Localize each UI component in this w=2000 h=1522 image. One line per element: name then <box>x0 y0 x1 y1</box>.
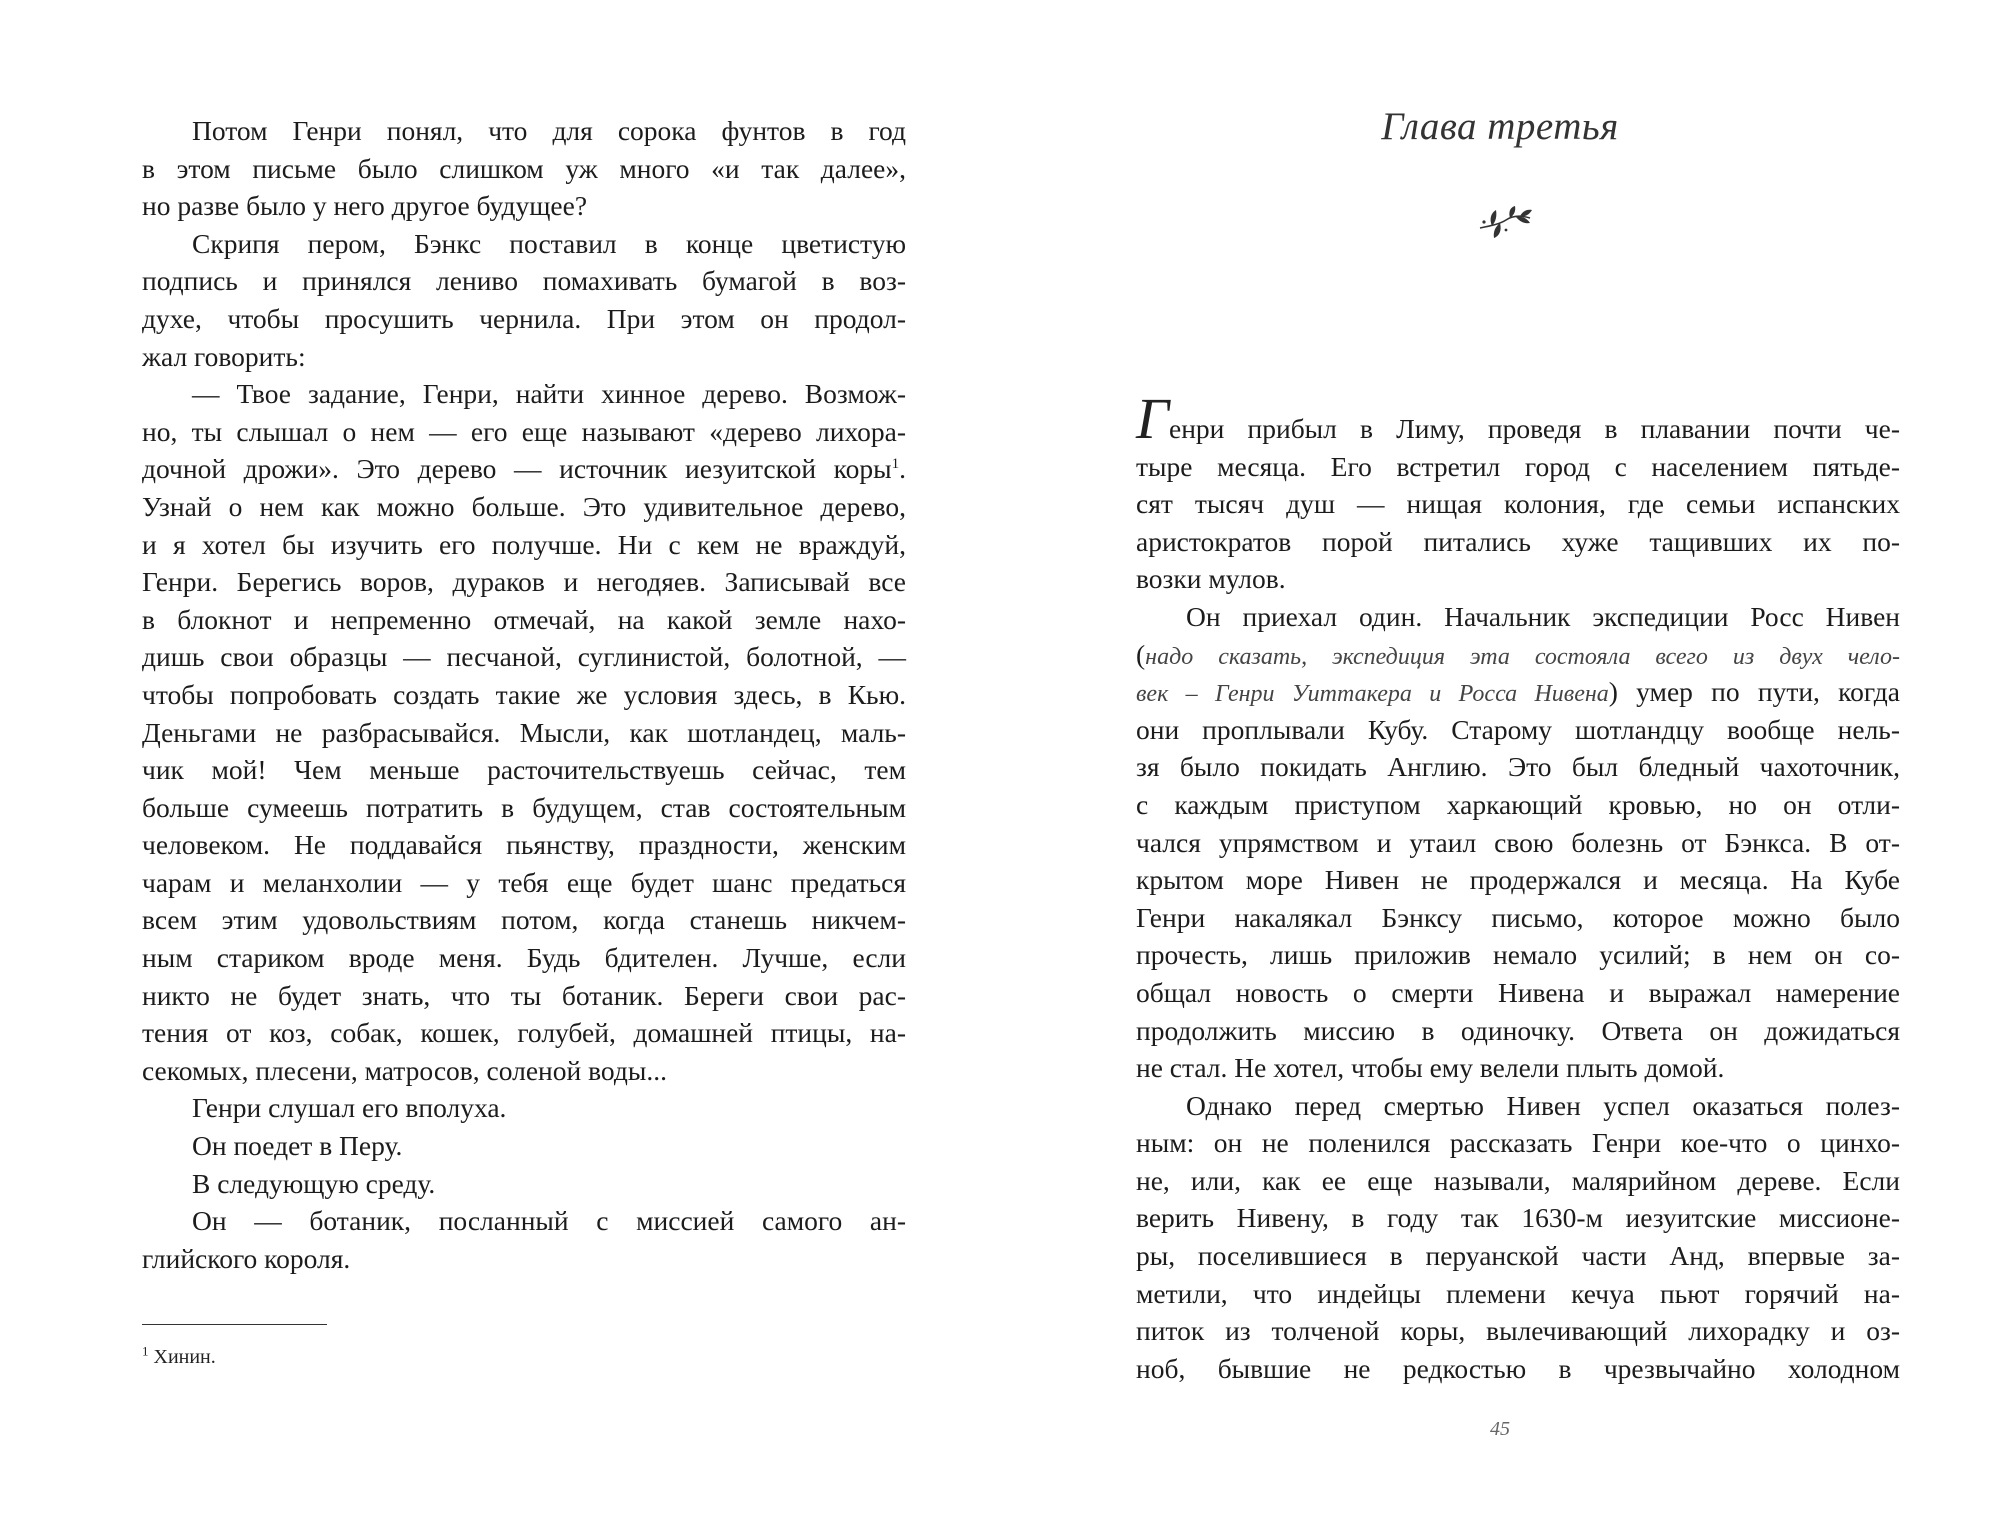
text-line: духе, чтобы просушить чернила. При этом он продол- <box>142 302 906 334</box>
page-number: 45 <box>1490 1418 1510 1440</box>
italic-aside: надо сказать, экспедиция эта состояла всего из двух чело- <box>1145 643 1900 670</box>
text-line: — Твое задание, Генри, найти хинное дерево. Возмож- <box>192 378 906 410</box>
text-line: глийского короля. <box>142 1242 351 1274</box>
text-line: В следующую среду. <box>192 1167 436 1199</box>
footnote <box>142 1344 216 1370</box>
text-line: чик мой! Чем меньше расточительствуешь сейчас, тем <box>142 754 906 786</box>
text-line: чарам и меланхолии — у тебя еще будет шанс предаться <box>142 866 906 898</box>
text-line: тыре месяца. Его встретил город с населением пятьде- <box>1136 450 1900 482</box>
text-line: продолжить миссию в одиночку. Ответа он дожидаться <box>1136 1014 1900 1046</box>
left-page-text <box>142 112 906 1277</box>
right-page <box>1000 0 2000 1522</box>
text-line: ным: он не поленился рассказать Генри кое-что о цинхо- <box>1136 1127 1900 1159</box>
text-line: они проплывали Кубу. Старому шотландцу вообще нель- <box>1136 713 1900 745</box>
text-line: Генри. Берегись воров, дураков и негодяев. Записывай все <box>142 566 906 598</box>
text-line: Он — ботаник, посланный с миссией самого ан- <box>192 1205 906 1237</box>
text-line: секомых, плесени, матросов, соленой воды... <box>142 1054 667 1086</box>
text-line: и я хотел бы изучить его получше. Ни с кем не враждуй, <box>142 528 906 560</box>
text-line: ным стариком вроде меня. Будь бдителен. Лучше, если <box>142 942 906 974</box>
text-line: больше сумеешь потратить в будущем, став состоятельным <box>142 791 906 823</box>
italic-aside: век – Генри Уиттакера и Росса Нивена <box>1136 681 1609 708</box>
text-line-content: ) умер по пути, когда <box>1608 676 1900 708</box>
text-line: человеком. Не поддавайся пьянству, праздности, женским <box>142 829 906 861</box>
text-line-with-footnote-ref: дочной дрожи». Это дерево — источник иезуитской коры$^1$. <box>142 453 906 485</box>
footnote-reference: 1 <box>891 456 900 473</box>
text-line: Он приехал один. Начальник экспедиции Росс Нивен <box>1186 600 1900 632</box>
text-line: тения от коз, собак, кошек, голубей, домашней птицы, на- <box>142 1017 906 1049</box>
text-line: не стал. Не хотел, чтобы ему велели плыть домой. <box>1136 1052 1725 1084</box>
drop-cap: Г <box>1136 386 1169 451</box>
text-line: но, ты слышал о нем — его еще называют «дерево лихора- <box>142 415 906 447</box>
text-line: не, или, как ее еще называли, малярийном дереве. Если <box>1136 1164 1900 1196</box>
text-line: Деньгами не разбрасывайся. Мысли, как шотландец, маль- <box>142 716 906 748</box>
text-line: Генри накалякал Бэнксу письмо, которое можно было <box>1136 901 1900 933</box>
text-line: Однако перед смертью Нивен успел оказаться полез- <box>1186 1089 1900 1121</box>
text-line: подпись и принялся лениво помахивать бумагой в воз- <box>142 265 906 297</box>
text-line: Генри слушал его вполуха. <box>192 1092 507 1124</box>
text-line: Он поедет в Перу. <box>192 1130 403 1162</box>
text-line: верить Нивену, в году так 1630-м иезуитские миссионе- <box>1136 1202 1900 1234</box>
text-line: ры, поселившиеся в перуанской части Анд, впервые за- <box>1136 1240 1900 1272</box>
text-line: дишь свои образцы — песчаной, суглинистой, болотной, — <box>142 641 906 673</box>
footnote-text: Хинин. <box>148 1346 216 1368</box>
text-line: аристократов порой питались хуже тащивших их по- <box>1136 525 1900 557</box>
footnote-marker: 1 <box>142 1343 149 1359</box>
text-line: Узнай о нем как можно больше. Это удивительное дерево, <box>142 490 906 522</box>
text-line-mixed <box>1136 636 1900 674</box>
text-line: всем этим удовольствиям потом, когда станешь никчем- <box>142 904 906 936</box>
text-line: сят тысяч душ — нищая колония, где семьи испанских <box>1136 488 1900 520</box>
text-line: никто не будет знать, что ты ботаник. Береги свои рас- <box>142 979 906 1011</box>
text-line-content: енри прибыл в Лиму, проведя в плавании почти че- <box>1169 413 1900 444</box>
text-line-mixed <box>1136 673 1900 711</box>
text-line: прочесть, лишь приложив немало усилий; в нем он со- <box>1136 939 1900 971</box>
text-line: питок из толченой коры, вылечивающий лихорадку и оз- <box>1136 1315 1900 1347</box>
text-line: зя было покидать Англию. Это был бледный чахоточник, <box>1136 751 1900 783</box>
floral-ornament-icon <box>1476 206 1534 240</box>
chapter-title: Глава третья <box>1381 105 1619 148</box>
text-line-content: дочной дрожи». Это дерево — источник иезуитской коры <box>142 453 892 485</box>
text-line: с каждым приступом харкающий кровью, но он отли- <box>1136 788 1900 820</box>
text-line: в этом письме было слишком уж много «и так далее», <box>142 152 906 184</box>
text-line: возки мулов. <box>1136 563 1286 595</box>
text-line: Скрипя пером, Бэнкс поставил в конце цветистую <box>192 227 906 259</box>
footnote-divider <box>142 1324 327 1325</box>
text-line: общал новость о смерти Нивена и выражал намерение <box>1136 976 1900 1008</box>
text-line-with-dropcap <box>1136 386 1900 451</box>
text-line: но разве было у него другое будущее? <box>142 190 588 222</box>
text-line: ноб, бывшие не редкостью в чрезвычайно холодном <box>1136 1352 1900 1384</box>
text-line: Потом Генри понял, что для сорока фунтов в год <box>192 115 906 146</box>
text-line: метили, что индейцы племени кечуа пьют горячий на- <box>1136 1277 1900 1309</box>
text-line: жал говорить: <box>142 340 306 372</box>
text-line: чтобы попробовать создать такие же условия здесь, в Кью. <box>142 678 906 710</box>
text-line: в блокнот и непременно отмечай, на какой земле нахо- <box>142 603 906 635</box>
text-line: крытом море Нивен не продержался и месяца. На Кубе <box>1136 864 1900 896</box>
text-line: чался упрямством и утаил свою болезнь от Бэнкса. В от- <box>1136 826 1900 858</box>
text-line-content: ( <box>1136 638 1146 670</box>
right-page-text <box>1136 386 1900 1387</box>
